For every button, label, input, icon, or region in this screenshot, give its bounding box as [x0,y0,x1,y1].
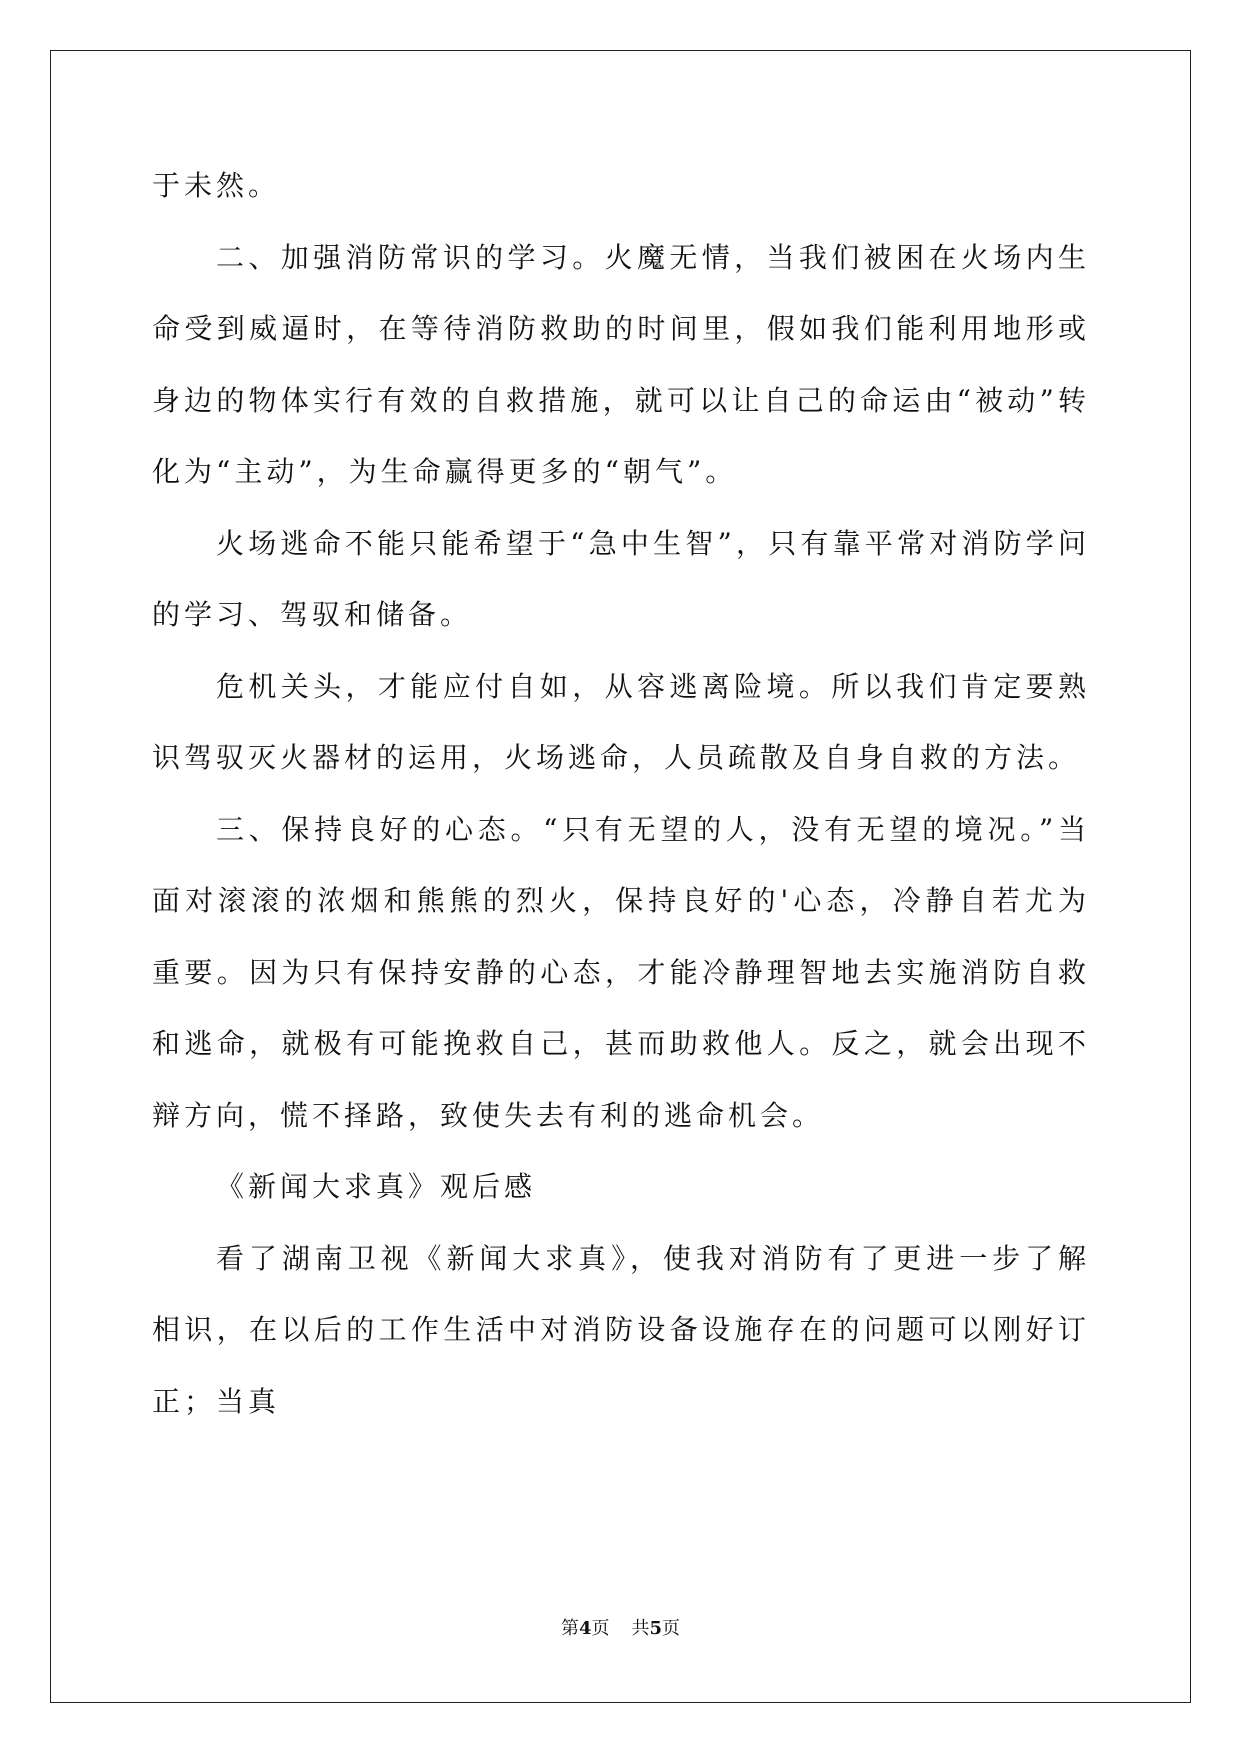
page-footer [0,1614,1241,1640]
footer-prefix: 第 [560,1618,579,1639]
total-page-number: 5 [649,1618,663,1639]
paragraph-4: 危机关头，才能应付自如，从容逃离险境。所以我们肯定要熟识驾驭灭火器材的运用，火场逃命，人员疏散及自身自救的方法。 [152,669,1090,774]
section-heading: 《新闻大求真》观后感 [216,1170,537,1203]
footer-page-suffix: 页 [591,1618,610,1639]
footer-total-prefix: 共 [631,1618,650,1639]
paragraph-6: 看了湖南卫视《新闻大求真》，使我对消防有了更进一步了解相识，在以后的工作生活中对消防设备设施存在的问题可以刚好订正；当真 [152,1241,1090,1418]
paragraph-2: 二、加强消防常识的学习。火魔无情，当我们被困在火场内生命受到威逼时，在等待消防救助的时间里，假如我们能利用地形或身边的物体实行有效的自救措施，就可以让自己的命运由“被动”转化为“主动”，为生命赢得更多的“朝气”。 [152,240,1090,488]
footer-total-suffix: 页 [662,1618,681,1639]
paragraph-1: 于未然。 [152,169,281,202]
current-page-number: 4 [578,1618,592,1639]
document-body [152,150,1090,1437]
paragraph-5: 三、保持良好的心态。“只有无望的人，没有无望的境况。”当面对滚滚的浓烟和熊熊的烈火，保持良好的'心态，冷静自若尤为重要。因为只有保持安静的心态，才能冷静理智地去实施消防自救和逃命，就极有可能挽救自己，甚而助救他人。反之，就会出现不辩方向，慌不择路，致使失去有利的逃命机会。 [152,812,1090,1132]
paragraph-3: 火场逃命不能只能希望于“急中生智”，只有靠平常对消防学问的学习、驾驭和储备。 [152,526,1090,631]
